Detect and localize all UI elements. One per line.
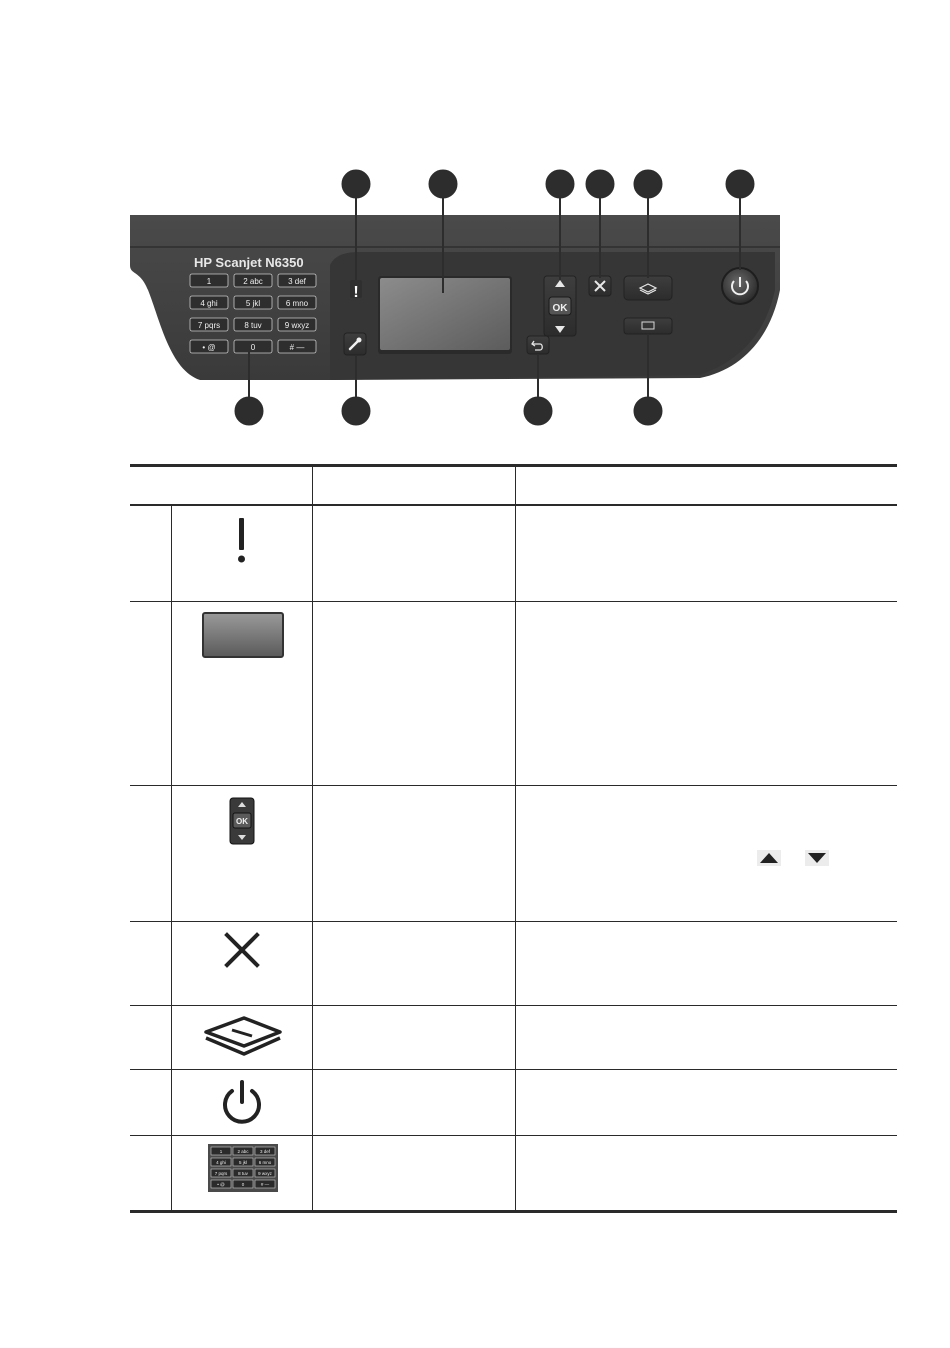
- column-divider: [171, 506, 172, 1212]
- keypad-key-label: 5 jkl: [245, 299, 261, 308]
- keypad-key-label: # —: [289, 343, 305, 352]
- cancel-icon: [222, 930, 262, 970]
- svg-text:OK: OK: [552, 303, 568, 314]
- mini-keypad-key-label: 1: [219, 1149, 223, 1154]
- keypad-key-label: 9 wxyz: [284, 321, 310, 330]
- table-row: [202, 612, 284, 662]
- table-row: [229, 797, 255, 849]
- mini-keypad-key-label: 3 def: [259, 1149, 271, 1154]
- mini-keypad-key-label: • @: [217, 1182, 225, 1187]
- row-separator: [130, 601, 897, 602]
- control-panel-table: [130, 464, 897, 1214]
- model-name-text: HP Scanjet N6350: [194, 255, 304, 270]
- table-top-rule: [130, 464, 897, 467]
- scan-icon: [202, 1014, 284, 1060]
- back-key: [527, 336, 549, 354]
- mini-keypad-key-label: # —: [260, 1182, 270, 1187]
- table-bottom-rule: [130, 1210, 897, 1213]
- table-row: [222, 930, 262, 974]
- control-panel-illustration: [0, 0, 950, 440]
- up-arrow-icon: [757, 850, 781, 866]
- column-divider: [515, 464, 516, 1212]
- mini-keypad-key-label: 6 mno: [258, 1160, 272, 1165]
- column-divider: [312, 464, 313, 1212]
- mini-keypad-key-label: 9 wxyz: [258, 1171, 272, 1176]
- inline-down-arrow: [805, 850, 829, 870]
- scan-key: [624, 276, 672, 300]
- lcd-screen: [380, 278, 510, 350]
- keypad-key-label: 7 pqrs: [197, 321, 221, 330]
- keypad-key-label: 6 mno: [285, 299, 309, 308]
- row-separator: [130, 921, 897, 922]
- header-rule: [130, 504, 897, 506]
- svg-text:OK: OK: [236, 817, 248, 826]
- row-separator: [130, 1135, 897, 1136]
- navigation-ok-icon: [229, 797, 255, 845]
- mini-keypad-key-label: 2 abc: [237, 1149, 249, 1154]
- keypad-key-label: 0: [250, 343, 256, 352]
- table-row: [232, 516, 252, 570]
- row-separator: [130, 1069, 897, 1070]
- mini-keypad-key-label: 8 tuv: [238, 1171, 248, 1176]
- down-arrow-icon: [805, 850, 829, 866]
- keypad-key-label: 2 abc: [243, 277, 263, 286]
- table-row: [219, 1078, 265, 1128]
- svg-text:!: !: [353, 284, 359, 301]
- keypad-key-label: 3 def: [288, 277, 306, 286]
- keypad-key-label: • @: [202, 343, 216, 352]
- table-row: [202, 1014, 284, 1064]
- mini-keypad-key-label: 4 ghi: [216, 1160, 226, 1165]
- mini-keypad-key-label: 5 jkl: [238, 1160, 248, 1165]
- attention-icon: [232, 516, 252, 566]
- mini-keypad-key-label: 7 pqrs: [214, 1171, 228, 1176]
- inline-up-arrow: [757, 850, 781, 870]
- keypad-icon: [208, 1144, 278, 1192]
- table-row: [208, 1144, 278, 1196]
- power-icon: [219, 1078, 265, 1124]
- lcd-display-icon: [202, 612, 284, 658]
- keypad-key-label: 4 ghi: [200, 299, 218, 308]
- row-separator: [130, 1005, 897, 1006]
- keypad-key-label: 1: [206, 277, 212, 286]
- control-panel-figure: [0, 0, 950, 440]
- row-separator: [130, 785, 897, 786]
- secondary-key: [624, 318, 672, 334]
- keypad-key-label: 8 tuv: [244, 321, 262, 330]
- mini-keypad-key-label: 0: [241, 1182, 245, 1187]
